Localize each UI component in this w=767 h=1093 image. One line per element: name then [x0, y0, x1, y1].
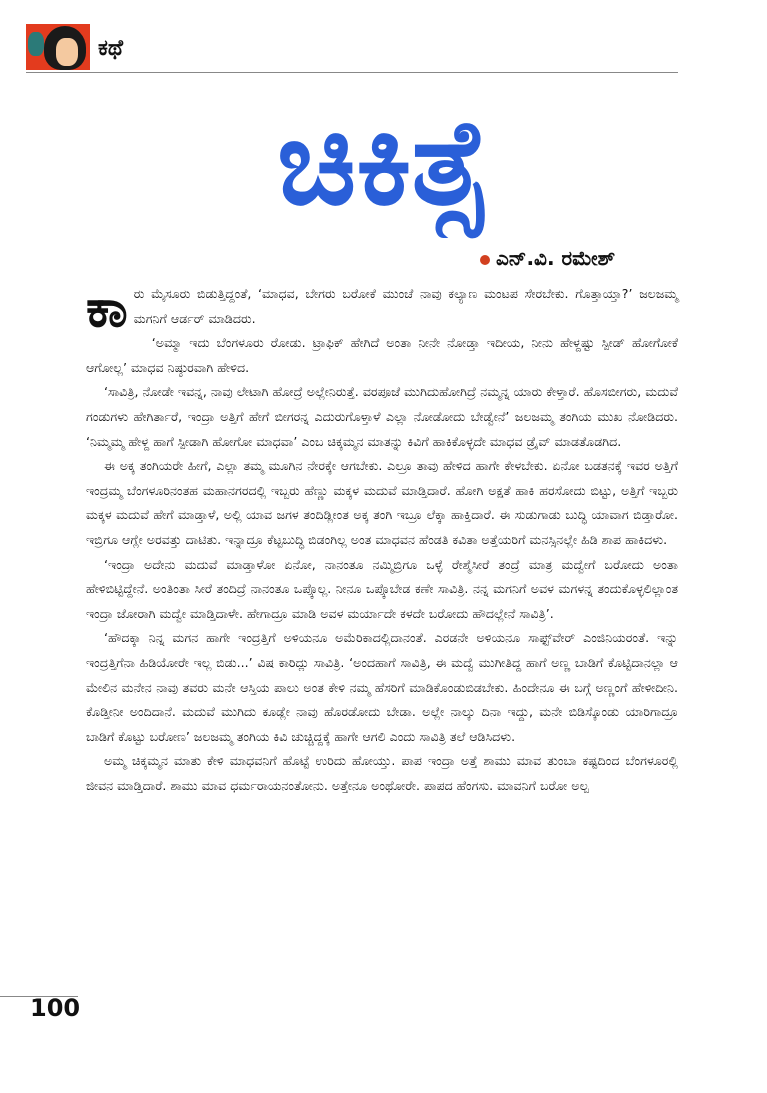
drop-cap: ಕಾ: [86, 279, 128, 339]
paragraph-1-text: ರು ಮೈಸೂರು ಬಿಡುತ್ತಿದ್ದಂತೆ, ‘ಮಾಧವ, ಬೇಗರು ಬರೋಕೆ ಮುಂಚೆ ನಾವು ಕಲ್ಯಾಣ ಮಂಟಪ ಸೇರಬೇಕು. ಗೊತ್ತಾಯ್ತಾ?’ ಜಲಜಮ್ಮ ಮಗನಿಗೆ ಆರ್ಡರ್ ಮಾಡಿದರು.: [133, 286, 678, 326]
bullet-icon: [480, 255, 490, 265]
section-logo: [26, 24, 90, 70]
author-name: ಎನ್.ವಿ. ರಮೇಶ್: [496, 246, 616, 270]
header-divider: [26, 72, 678, 73]
section-label: ಕಥೆ: [98, 36, 123, 61]
paragraph: ಈ ಅಕ್ಕ ತಂಗಿಯರೇ ಹೀಗೆ, ಎಲ್ಲಾ ತಮ್ಮ ಮೂಗಿನ ನೇರಕ್ಕೇ ಆಗಬೇಕು. ಎಲ್ರೂ ತಾವು ಹೇಳಿದ ಹಾಗೇ ಕೇಳಬೇಕು. ಏನೋ ಬಡತನಕ್ಕೆ ಇವರ ಅತ್ತಿಗೆ ಇಂದ್ರಮ್ಮ ಬೆಂಗಳೂರಿನಂತಹ ಮಹಾನಗರದಲ್ಲಿ ಇಬ್ಬರು ಹೆಣ್ಣು ಮಕ್ಕಳ ಮದುವೆ ಮಾಡ್ತಿದಾರೆ. ಹೋಗಿ ಅಕ್ಷತೆ ಹಾಕಿ ಹರಸೋದು ಬಿಟ್ಟು, ಅತ್ತಿಗೆ ಇಬ್ಬರು ಮಕ್ಕಳ ಮದುವೆ ಹೇಗೆ ಮಾಡ್ತಾಳೆ, ಅಲ್ಲಿ ಯಾವ ಜಗಳ ತಂದಿಡ್ಲೀಂತ ಅಕ್ಕ ತಂಗಿ ಇಬ್ರೂ ಲೆಕ್ಕಾ ಹಾಕ್ತಿದಾರೆ. ಈ ಸುಡುಗಾಡು ಬುದ್ಧಿ ಯಾವಾಗ ಬಿಡ್ತಾರೋ. ಇಬ್ರಿಗೂ ಆಗ್ಲೇ ಅರವತ್ತು ದಾಟಿತು. ಇನ್ನಾದ್ರೂ ಕೆಟ್ಟಬುದ್ಧಿ ಬಿಡಂಗಿಲ್ಲ ಅಂತ ಮಾಧವನ ಹೆಂಡತಿ ಕವಿತಾ ಅತ್ತೆಯರಿಗೆ ಮನಸ್ಸಿನಲ್ಲೇ ಹಿಡಿ ಶಾಪ ಹಾಕಿದಳು.: [86, 458, 678, 547]
paragraph: ‘ಹೌದಕ್ಕಾ ನಿನ್ನ ಮಗನ ಹಾಗೇ ಇಂದ್ರತ್ತಿಗೆ ಅಳಿಯನೂ ಅಮೆರಿಕಾದಲ್ಲಿದಾನಂತೆ. ಎರಡನೇ ಅಳಿಯನೂ ಸಾಫ್ಟ್‌ವೇರ್ ಎಂಜಿನಿಯರಂತೆ. ಇನ್ನು ಇಂದ್ರತ್ತಿಗೆನಾ ಹಿಡಿಯೋರೇ ಇಲ್ಲ ಬಿಡು...’ ವಿಷ ಕಾರಿದ್ಲು ಸಾವಿತ್ರಿ. ‘ಅಂದಹಾಗೆ ಸಾವಿತ್ರಿ, ಈ ಮದ್ವೆ ಮುಗೀತಿದ್ದ ಹಾಗೆ ಅಣ್ಣ ಬಾಡಿಗೆ ಕೊಟ್ಟಿದಾನಲ್ಲಾ ಆ ಮೇಲಿನ ಮನೇನ ನಾವು ತವರು ಮನೇ ಆಸ್ತಿಯ ಪಾಲು ಅಂತ ಕೇಳಿ ನಮ್ಮ ಹೆಸರಿಗೆ ಮಾಡಿಕೊಂಡುಬಿಡಬೇಕು. ಹಿಂದೇನೂ ಈ ಬಗ್ಗೆ ಅಣ್ಣಂಗೆ ಹೇಳೀದೀನಿ. ಕೊಡ್ತೀನೀ ಅಂದಿದಾನೆ. ಮದುವೆ ಮುಗಿದು ಕೂಡ್ಲೇ ನಾವು ಹೊರಡೋದು ಬೇಡಾ. ಅಲ್ಲೇ ನಾಲ್ಕು ದಿನಾ ಇದ್ದು, ಮನೇ ಬಿಡಿಸ್ಕೊಂಡು ಯಾರಿಗಾದ್ರೂ ಬಾಡಿಗೆ ಕೊಟ್ಟು ಬರೋಣ’ ಜಲಜಮ್ಮ ತಂಗಿಯ ಕಿವಿ ಚುಚ್ಚಿದ್ದಕ್ಕೆ ಹಾಗೇ ಆಗಲಿ ಎಂದು ಸಾವಿತ್ರಿ ತಲೆ ಆಡಿಸಿದಳು.: [86, 630, 678, 744]
story-body: [86, 279, 678, 798]
author-byline: [480, 244, 615, 272]
paragraph: ಅಮ್ಮ ಚಿಕ್ಕಮ್ಮನ ಮಾತು ಕೇಳಿ ಮಾಧವನಿಗೆ ಹೊಟ್ಟೆ ಉರಿದು ಹೋಯ್ತು. ಪಾಪ ಇಂದ್ರಾ ಅತ್ತೆ ಶಾಮು ಮಾವ ತುಂಬಾ ಕಷ್ಟದಿಂದ ಬೆಂಗಳೂರಲ್ಲಿ ಜೀವನ ಮಾಡ್ತಿದಾರೆ. ಶಾಮು ಮಾವ ಧರ್ಮರಾಯನಂತೋನು. ಅತ್ತೇನೂ ಅಂಥೋರೇ. ಪಾಪದ ಹೆಂಗಸು. ಮಾವನಿಗೆ ಬರೋ ಅಲ್ಪ: [86, 753, 678, 793]
paragraph: ‘ಸಾವಿತ್ರಿ, ನೋಡೇ ಇವನ್ನ, ನಾವು ಲೇಟಾಗಿ ಹೋದ್ರೆ ಅಲ್ಲೇನಿರುತ್ತೆ. ವರಪೂಜೆ ಮುಗಿದುಹೋಗಿದ್ರೆ ನಮ್ಮನ್ನ ಯಾರು ಕೇಳ್ತಾರೆ. ಹೊಸಬೀಗರು, ಮದುವೆ ಗಂಡುಗಳು ಹೇಗಿರ್ತಾರೆ, ಇಂದ್ರಾ ಅತ್ತಿಗೆ ಹೇಗೆ ಬೀಗರನ್ನ ಎದುರುಗೊಳ್ತಾಳೆ ಎಲ್ಲಾ ನೋಡೋದು ಬೇಡ್ವೇನೆ’ ಜಲಜಮ್ಮ ತಂಗಿಯ ಮುಖ ನೋಡಿದರು. ‘ನಿಮ್ಮಮ್ಮ ಹೇಳ್ದ ಹಾಗೆ ಸ್ಪೀಡಾಗಿ ಹೋಗೋ ಮಾಧವಾ’ ಎಂಬ ಚಿಕ್ಕಮ್ಮನ ಮಾತನ್ನು ಕಿವಿಗೆ ಹಾಕಿಕೊಳ್ಳದೇ ಮಾಧವ ಡ್ರೈವ್ ಮಾಡತೊಡಗಿದ.: [86, 384, 678, 449]
logo-face-shape: [56, 38, 78, 66]
paragraph-1: [86, 279, 678, 339]
logo-hand-shape: [28, 32, 44, 56]
story-title: ಚಿಕಿತ್ಸೆ: [276, 93, 491, 231]
paragraph: ‘ಇಂದ್ರಾ ಅದೇನು ಮದುವೆ ಮಾಡ್ತಾಳೋ ಏನೋ, ನಾನಂತೂ ನಮ್ಮಿಬ್ರಿಗೂ ಒಳ್ಳೆ ರೇಶ್ಮೆಸೀರೆ ತಂದ್ರೆ ಮಾತ್ರ ಮದ್ವೇಗೆ ಬರೋದು ಅಂತಾ ಹೇಳಿಬಿಟ್ಟಿದ್ದೇನೆ. ಅಂತಿಂತಾ ಸೀರೆ ತಂದಿದ್ರೆ ನಾನಂತೂ ಒಪ್ಕೊಲ್ಲ. ನೀನೂ ಒಪ್ಕೊಬೇಡ ಕಣೇ ಸಾವಿತ್ರಿ. ನನ್ನ ಮಗನಿಗೆ ಅವಳ ಮಗಳನ್ನ ತಂದುಕೊಳ್ಳಲಿಲ್ಲಾಂತ ಇಂದ್ರಾ ಜೋರಾಗಿ ಮದ್ವೇ ಮಾಡ್ತಿದಾಳೇ. ಹೇಗಾದ್ರೂ ಮಾಡಿ ಅವಳ ಮರ್ಯಾದೇ ಕಳದೇ ಬರೋದು ಹೌದಲ್ಲೇನೆ ಸಾವಿತ್ರಿ’.: [86, 556, 678, 621]
paragraph: ‘ಅಮ್ಮಾ ಇದು ಬೆಂಗಳೂರು ರೋಡು. ಟ್ರಾಫಿಕ್ ಹೇಗಿದೆ ಅಂತಾ ನೀನೇ ನೋಡ್ತಾ ಇದೀಯ, ನೀನು ಹೇಳ್ದಷ್ಟು ಸ್ಪೀಡ್ ಹೋಗೋಕೆ ಆಗೋಲ್ಲ’ ಮಾಧವ ನಿಷ್ಠುರವಾಗಿ ಹೇಳಿದ.: [86, 335, 678, 375]
page-number: 100: [30, 994, 81, 1022]
